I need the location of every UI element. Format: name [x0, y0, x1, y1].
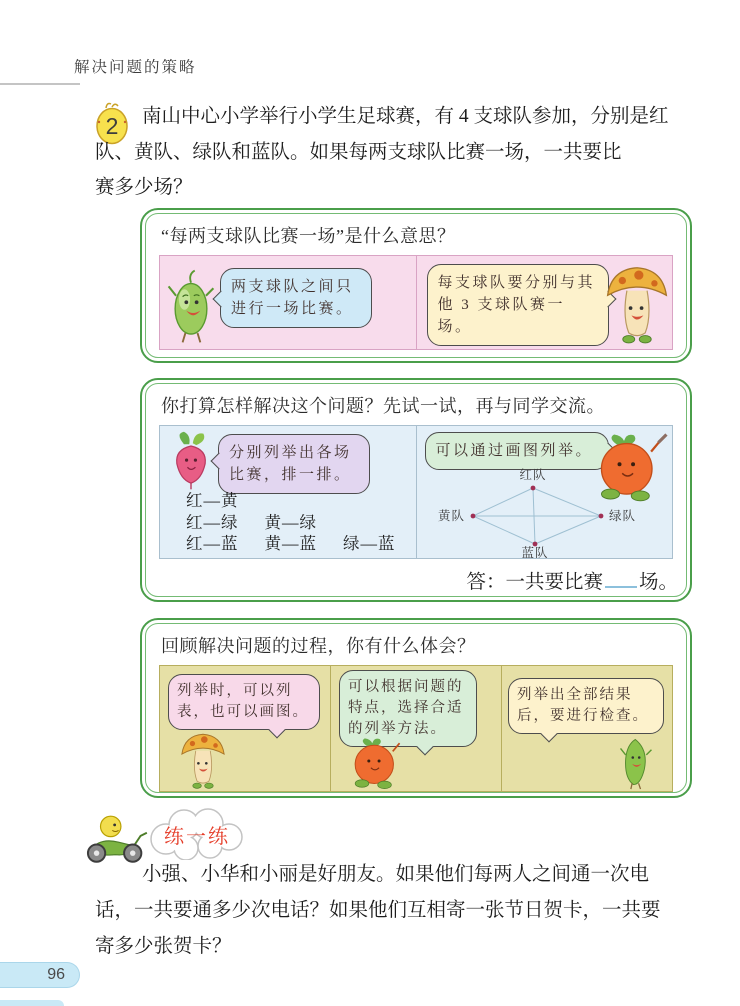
bubble-text: 可以通过画图列举。: [435, 443, 594, 459]
meaning-box: [140, 208, 692, 363]
match-item: 红—黄: [186, 491, 239, 510]
review-panel-1: [160, 666, 331, 791]
practice-line: 话，一共要通多少次电话？如果他们互相寄一张节日贺卡，一共要: [95, 900, 661, 921]
problem-statement: [95, 99, 697, 206]
bubble-text: 列举时，可以列表，也可以画图。: [177, 683, 309, 720]
bubble-text: 每支球队要分别与其他 3 支球队赛一场。: [437, 275, 596, 335]
meaning-panel-right: [417, 256, 673, 349]
meaning-panel-left: [160, 256, 417, 349]
bubble-text: 分别列举出各场比赛，排一排。: [229, 445, 352, 483]
speech-bubble: [218, 434, 370, 494]
match-item: 红—绿: [186, 512, 239, 532]
match-row: [186, 512, 396, 534]
strategy-panel: [159, 425, 673, 559]
match-item: 黄—蓝: [264, 534, 317, 553]
strategy-panel-left: [160, 426, 417, 558]
speech-bubble: [168, 674, 320, 730]
speech-bubble: [427, 264, 609, 346]
page-number-badge: 96: [0, 962, 80, 988]
strategy-panel-right: [417, 426, 673, 558]
bubble-text: 列举出全部结果后，要进行检查。: [517, 687, 649, 724]
practice-problem: [95, 857, 701, 965]
teams-diagram: [421, 468, 657, 558]
practice-label-cloud: [144, 808, 248, 860]
diagram-label-bottom: 蓝队: [520, 546, 549, 558]
speech-bubble: [508, 678, 664, 734]
chapter-header: 解决问题的策略: [74, 59, 197, 76]
practice-line: 寄多少张贺卡？: [95, 936, 232, 957]
review-box-title: 回顾解决问题的过程，你有什么体会？: [161, 636, 476, 656]
problem-line: 队、黄队、绿队和蓝队。如果每两支球队比赛一场，一共要比: [95, 141, 622, 163]
diagram-label-right: 绿队: [608, 509, 636, 523]
practice-title: 练一练: [164, 826, 230, 848]
diagram-label-left: 黄队: [437, 509, 465, 523]
bubble-tail: [269, 721, 286, 738]
review-panel: [159, 665, 673, 792]
green-pepper-icon: [166, 264, 216, 348]
review-panel-3: [502, 666, 672, 791]
review-panel-2: [331, 666, 502, 791]
mushroom-icon: [176, 729, 230, 791]
problem-line: 赛多少场？: [95, 177, 193, 198]
strategy-box: [140, 378, 692, 602]
radish-icon: [168, 430, 214, 492]
bubble-text: 可以根据问题的特点，选择合适的列举方法。: [348, 679, 464, 737]
answer-blank[interactable]: [605, 571, 637, 588]
mushroom-icon: [604, 258, 670, 349]
diagram-label-top: 红队: [518, 468, 547, 482]
review-box: [140, 618, 692, 798]
bubble-tail: [540, 725, 557, 742]
bubble-text: 两支球队之间只进行一场比赛。: [231, 279, 354, 317]
meaning-box-title: “每两支球队比赛一场”是什么意思？: [161, 226, 456, 246]
green-bean-icon: [614, 733, 658, 791]
problem-number: 2: [105, 113, 119, 139]
match-item: 绿—蓝: [343, 534, 396, 553]
header-rule: [0, 83, 80, 85]
match-item: 黄—绿: [264, 512, 317, 532]
speech-bubble: [220, 268, 372, 328]
match-item: 红—蓝: [186, 534, 239, 553]
answer-prefix: 答：一共要比赛: [466, 572, 603, 593]
speech-bubble: [425, 432, 609, 470]
practice-line: 小强、小华和小丽是好朋友。如果他们每两人之间通一次电: [142, 864, 650, 885]
match-list: [186, 490, 396, 555]
bubble-tail: [416, 738, 433, 755]
match-row: [186, 533, 396, 555]
tomato-icon: [341, 735, 411, 791]
meaning-panel: [159, 255, 673, 350]
match-row: [186, 490, 396, 512]
page-edge-decoration: [0, 1000, 64, 1006]
problem-line: 南山中心小学举行小学生足球赛，有 4 支球队参加，分别是红: [142, 106, 669, 127]
answer-line: [466, 566, 678, 594]
strategy-box-title: 你打算怎样解决这个问题？先试一试，再与同学交流。: [161, 396, 605, 416]
answer-suffix: 场。: [638, 572, 678, 593]
